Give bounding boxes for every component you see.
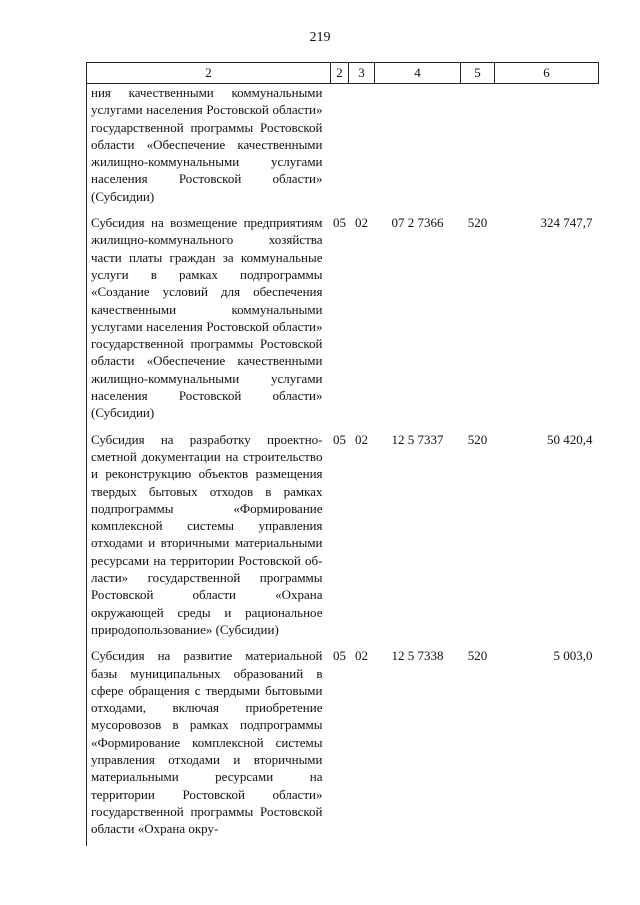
table-row bbox=[87, 647, 599, 846]
row-amount: 5 003,0 bbox=[553, 648, 593, 664]
row-vr: 520 bbox=[467, 648, 488, 664]
table-row bbox=[87, 431, 599, 648]
row-amount: 324 747,7 bbox=[540, 215, 593, 231]
row-pr: 02 bbox=[355, 648, 368, 664]
table-row bbox=[87, 214, 599, 431]
row-vr: 520 bbox=[467, 431, 488, 447]
row-description: Субсидия на возмещение предприятиям жилищно-коммунального хозяйства части платы граждан за коммунальные услуги в рамках подпрограммы «Создание условий для обеспечения качественными коммунальными услугами населения Ростовской области» государственной программы Ростовской области «Обеспечение качественными жилищно-коммунальными услугами населения Ростовской области» (Субсидии) bbox=[87, 214, 331, 431]
row-csr bbox=[375, 84, 461, 215]
row-vr bbox=[461, 84, 495, 215]
header-col-amount: 6 bbox=[495, 63, 599, 84]
header-col-csr: 4 bbox=[375, 63, 461, 84]
table-row bbox=[87, 84, 599, 215]
page-number: 219 bbox=[309, 30, 331, 45]
header-col-pr: 3 bbox=[349, 63, 375, 84]
row-description: Субсидия на разработку проектно-сметной документации на строительство и реконструкцию объектов размещения твердых бытовых отходов в рамках подпрограммы «Формирование комплексной системы управления отходами и вторичными материальными ресурсами на территории Ростовской области» государственной программы Ростовской области «Охрана окружающей среды и рациональное природопользование» (Субсидии) bbox=[87, 431, 331, 648]
row-vr: 520 bbox=[467, 215, 488, 231]
row-amount: 50 420,4 bbox=[547, 431, 593, 447]
row-amount bbox=[495, 84, 599, 215]
row-description: ния качественными коммунальными услугами населения Ростовской области» государственной программы Ростовской области «Обеспечение качественными жилищно-коммунальными услугами населения Ростовской области» (Субсидии) bbox=[87, 84, 331, 215]
row-pr: 02 bbox=[355, 215, 368, 231]
row-rz: 05 bbox=[333, 431, 346, 447]
row-rz bbox=[331, 84, 349, 215]
header-col-rz: 2 bbox=[331, 63, 349, 84]
row-csr: 12 5 7337 bbox=[391, 431, 444, 447]
row-rz: 05 bbox=[333, 648, 346, 664]
row-csr: 07 2 7366 bbox=[391, 215, 444, 231]
header-col-description: 2 bbox=[87, 63, 331, 84]
row-description: Субсидия на развитие материальной базы муниципальных образований в сфере обращения с твердыми бытовыми отходами, включая приобретение мусоровозов в рамках подпрограммы «Формирование комплексной системы управления отходами и вторичными материальными ресурсами на территории Ростовской области» государственной программы Ростовской области «Охрана окру- bbox=[87, 647, 331, 846]
row-rz: 05 bbox=[333, 215, 346, 231]
row-pr: 02 bbox=[355, 431, 368, 447]
header-col-vr: 5 bbox=[461, 63, 495, 84]
row-csr: 12 5 7338 bbox=[391, 648, 444, 664]
row-pr bbox=[349, 84, 375, 215]
table-header-row bbox=[87, 63, 599, 84]
budget-table bbox=[86, 62, 599, 846]
